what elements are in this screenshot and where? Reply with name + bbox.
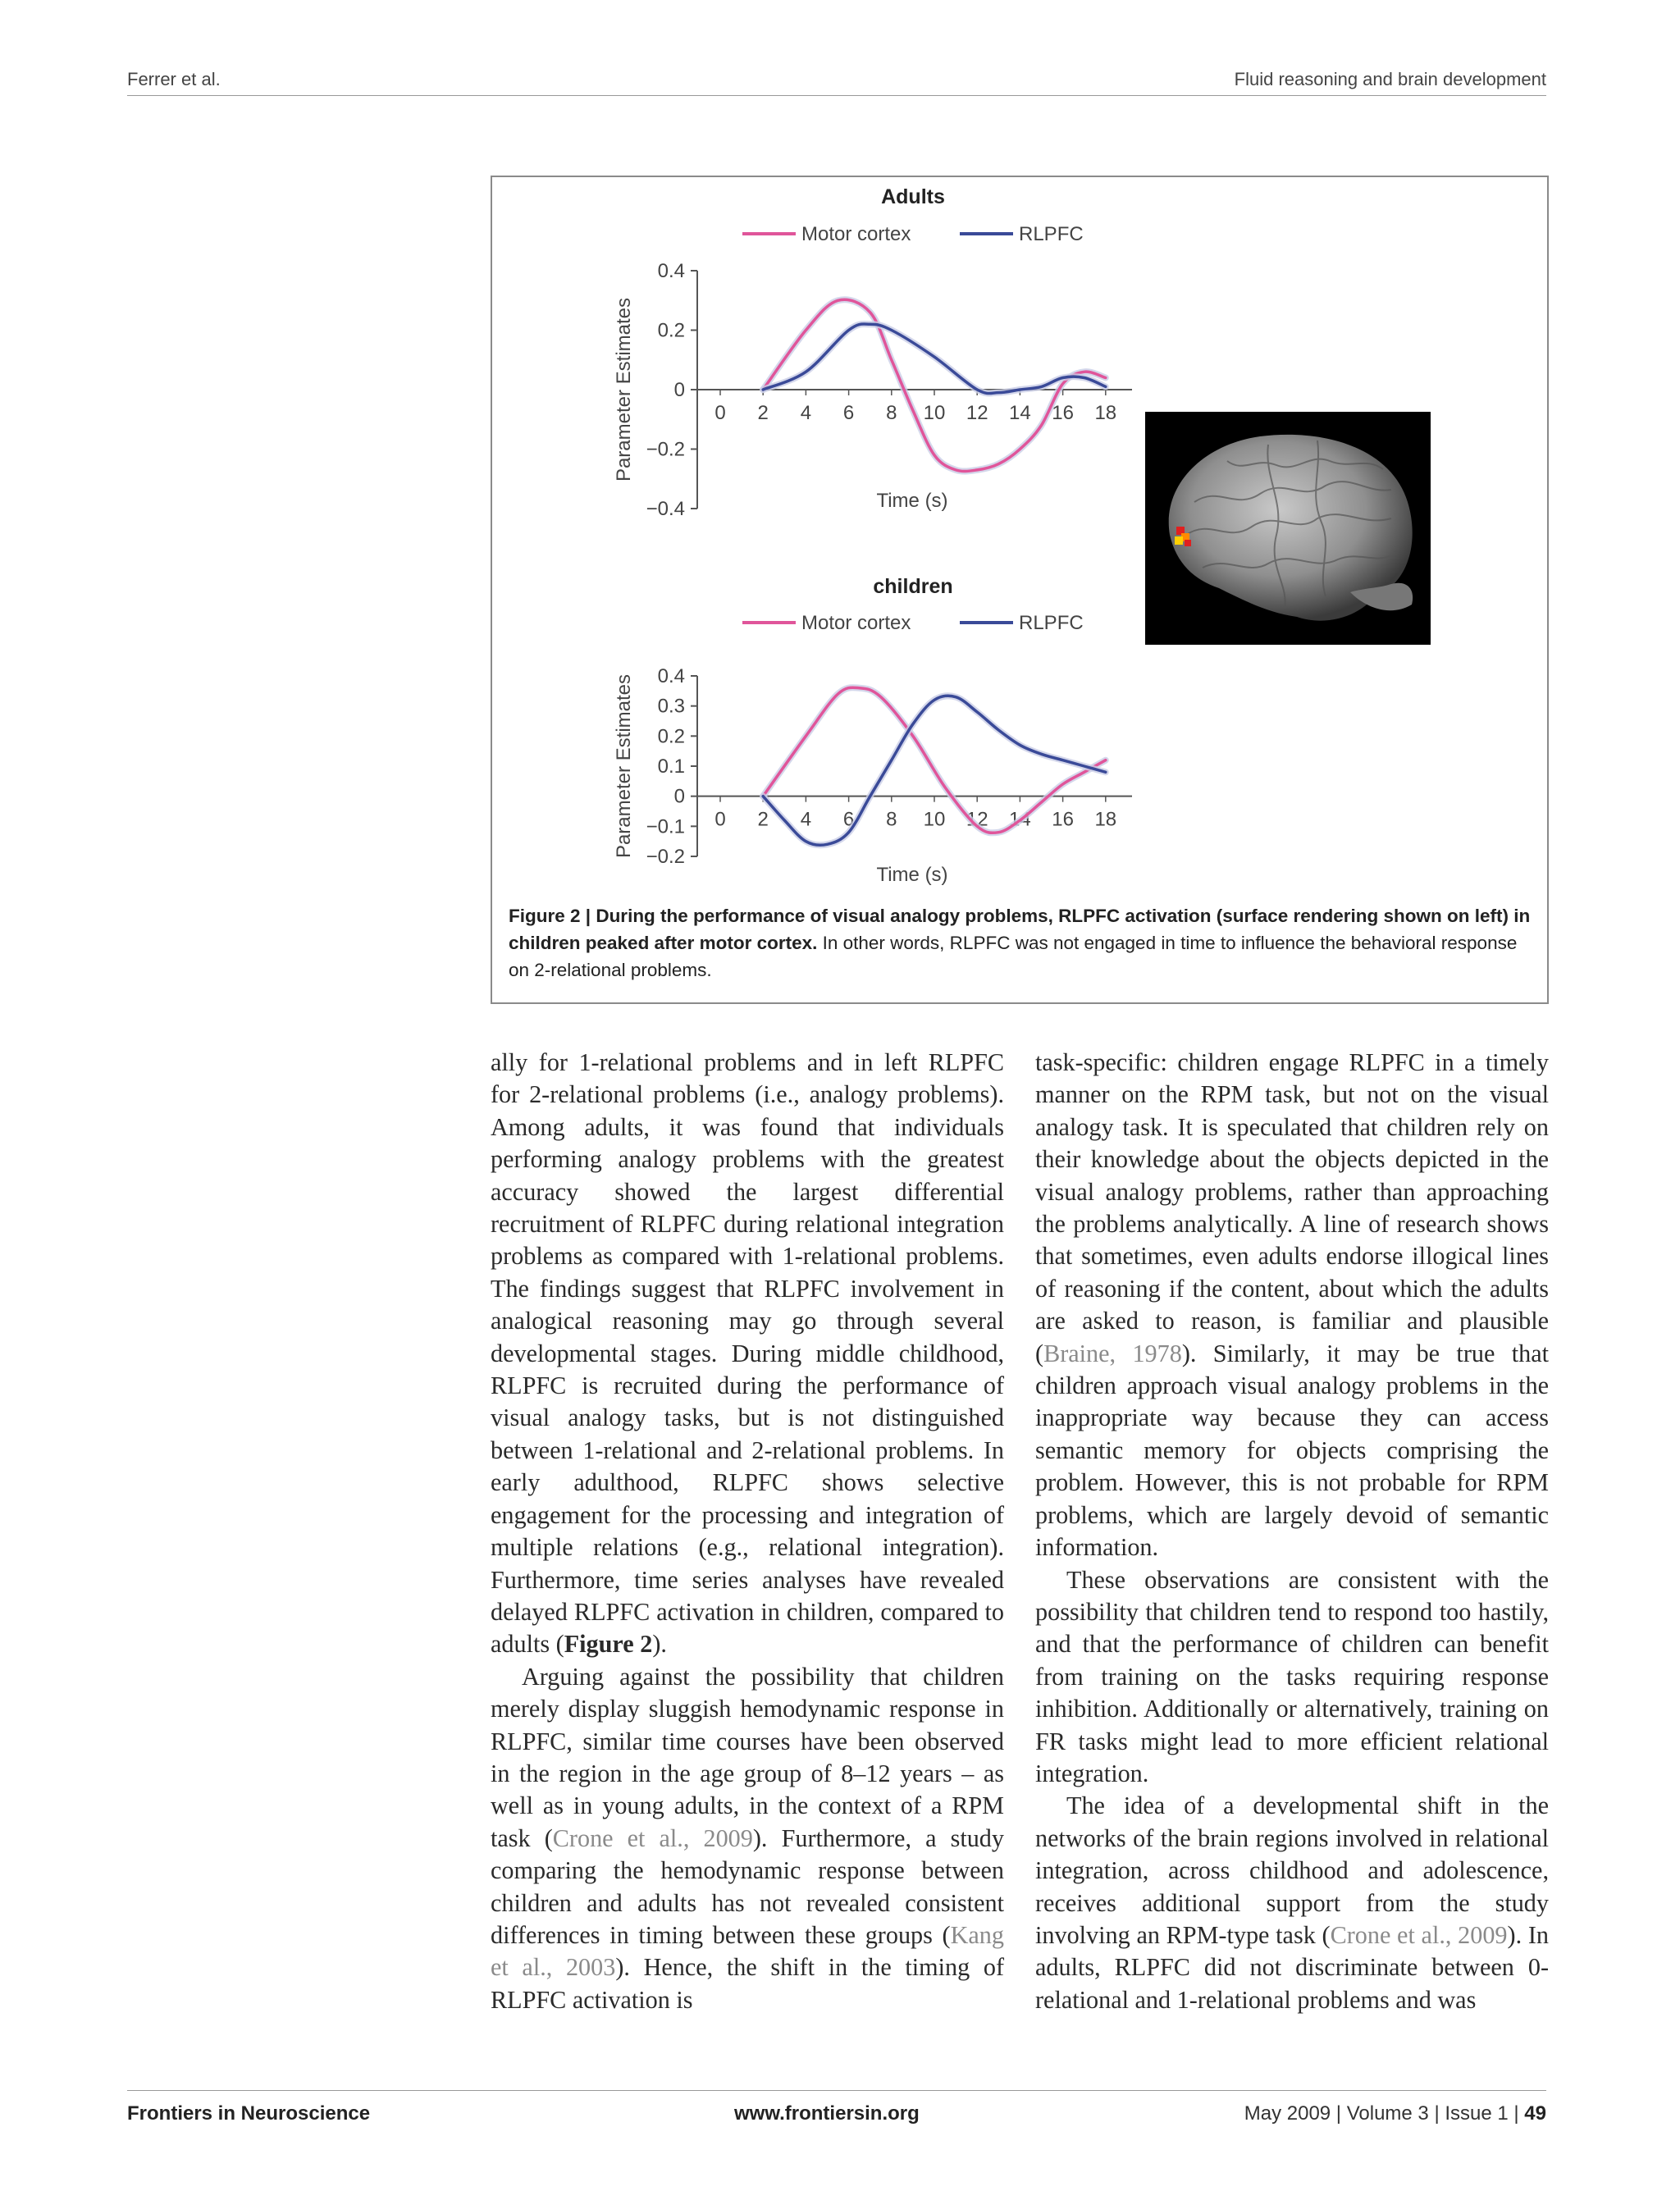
paragraph bbox=[1035, 1564, 1549, 1791]
citation-link[interactable]: Crone et al., 2009 bbox=[552, 1823, 753, 1852]
x-tick-label: 2 bbox=[757, 402, 769, 424]
chart-title: Adults bbox=[881, 185, 945, 208]
brain-icon bbox=[1145, 412, 1431, 645]
footer-journal: Frontiers in Neuroscience bbox=[127, 2102, 371, 2125]
paragraph bbox=[1035, 1047, 1549, 1564]
footer-issue-info bbox=[1244, 2102, 1546, 2125]
paragraph bbox=[491, 1047, 1004, 1661]
text-run: ). bbox=[652, 1630, 667, 1659]
x-tick-label: 12 bbox=[966, 402, 988, 424]
footer-url: www.frontiersin.org bbox=[734, 2102, 920, 2125]
x-tick-label: 10 bbox=[923, 402, 946, 424]
x-tick-label: 18 bbox=[1094, 402, 1117, 424]
caption-label: Figure 2 | During the performance of visual analogy problems, RLPFC activation (surface rendering shown on left) in children peaked after motor cortex. bbox=[509, 906, 1531, 953]
text-run: ). Hence, the shift in the timing of RLPFC activation is bbox=[491, 1953, 1004, 2014]
y-tick-label: 0.2 bbox=[657, 725, 685, 748]
y-tick-label: −0.1 bbox=[646, 815, 685, 838]
y-tick-label: 0.4 bbox=[657, 260, 685, 282]
brain-surface-rendering bbox=[1145, 412, 1431, 645]
y-tick-label: −0.2 bbox=[646, 438, 685, 461]
chart-adults bbox=[613, 185, 1132, 520]
text-run: ). In adults, RLPFC did not discriminate between 0-relational and 1-relational problems and was bbox=[1035, 1920, 1549, 2014]
x-tick-label: 0 bbox=[714, 402, 726, 424]
legend-entry: RLPFC bbox=[1019, 223, 1084, 245]
text-run: ). Furthermore, a study comparing the hemodynamic response between children and adults has not revealed consistent differences in timing between these groups ( bbox=[491, 1823, 1004, 1949]
x-axis-label: Time (s) bbox=[876, 864, 948, 886]
x-axis-label: Time (s) bbox=[876, 490, 948, 512]
y-tick-label: 0.1 bbox=[657, 755, 685, 778]
text-run: ). Similarly, it may be true that children approach visual analogy problems in the inappropriate way because they can access semantic memory for objects comprising the problem. However, this is not probable for RPM problems, which are largely devoid of semantic information. bbox=[1035, 1339, 1549, 1562]
x-tick-label: 2 bbox=[757, 808, 769, 831]
y-tick-label: 0.3 bbox=[657, 695, 685, 718]
y-tick-label: 0 bbox=[673, 785, 685, 808]
y-tick-label: 0.2 bbox=[657, 319, 685, 342]
x-tick-label: 8 bbox=[886, 402, 897, 424]
y-tick-label: 0 bbox=[673, 379, 685, 401]
series-shadow bbox=[763, 299, 1106, 471]
legend-entry: Motor cortex bbox=[801, 612, 911, 634]
page-footer bbox=[127, 2090, 1546, 2124]
x-tick-label: 16 bbox=[1052, 808, 1074, 831]
body-column-left bbox=[491, 1047, 1004, 2016]
text-run: task-specific: children engage RLPFC in a timely manner on the RPM task, but not on the visual analogy task. It is speculated that children rely on their knowledge about the objects depicted in the visual analogy problems, rather than approaching the problems analytically. A line of research shows that sometimes, even adults endorse illogical lines of reasoning if the content, about which the adults are asked to reason, is familiar and plausible ( bbox=[1035, 1048, 1549, 1367]
x-tick-label: 0 bbox=[714, 808, 726, 831]
x-tick-label: 18 bbox=[1094, 808, 1117, 831]
x-tick-label: 14 bbox=[1009, 402, 1031, 424]
caption-text: In other words, RLPFC was not engaged in time to influence the behavioral response on 2-relational problems. bbox=[509, 933, 1518, 980]
legend-entry: Motor cortex bbox=[801, 223, 911, 245]
figure-caption bbox=[509, 902, 1534, 984]
x-tick-label: 14 bbox=[1009, 808, 1031, 831]
footer-issue-text: May 2009 | Volume 3 | Issue 1 | bbox=[1244, 2102, 1525, 2125]
paragraph bbox=[491, 1661, 1004, 2016]
series-shadow bbox=[763, 324, 1106, 394]
chart-children bbox=[613, 575, 1132, 886]
text-run: The idea of a developmental shift in the networks of the brain regions involved in relational integration, across childhood and adolescence, receives additional support from the study involving an RPM-type task ( bbox=[1035, 1791, 1549, 1949]
y-tick-label: −0.4 bbox=[646, 498, 685, 520]
text-run: These observations are consistent with the possibility that children tend to respond too hastily, and that the performance of children can benefit from training on the tasks requiring response inhibition. Additionally or alternatively, training on FR tasks might lead to more efficient relational integration. bbox=[1035, 1565, 1549, 1787]
text-run: Arguing against the possibility that children merely display sluggish hemodynamic response in RLPFC, similar time courses have been observed in the region in the age group of 8–12 years – as well as in young adults, in the context of a RPM task ( bbox=[491, 1662, 1004, 1852]
citation-link[interactable]: Kang et al., 2003 bbox=[491, 1920, 1004, 1982]
x-tick-label: 16 bbox=[1052, 402, 1074, 424]
y-axis-label: Parameter Estimates bbox=[613, 673, 635, 859]
figure-reference: Figure 2 bbox=[564, 1630, 653, 1659]
footer-page-number: 49 bbox=[1524, 2102, 1546, 2125]
y-tick-label: −0.2 bbox=[646, 846, 685, 868]
x-tick-label: 12 bbox=[966, 808, 988, 831]
text-run: ally for 1-relational problems and in left RLPFC for 2-relational problems (i.e., analogy problems). Among adults, it was found that individuals performing analogy problems with the greatest accuracy showed the largest differential recruitment of RLPFC during relational integration problems as compared with 1-relational problems. The findings suggest that RLPFC involvement in analogical reasoning may go through several developmental stages. During middle childhood, RLPFC is recruited during the performance of visual analogy tasks, but is not distinguished between 1-relational and 2-relational problems. In early adulthood, RLPFC shows selective engagement for the processing and integration of multiple relations (e.g., relational integration). Furthermore, time series analyses have revealed delayed RLPFC activation in children, compared to adults ( bbox=[491, 1048, 1004, 1659]
x-tick-label: 8 bbox=[886, 808, 897, 831]
y-tick-label: 0.4 bbox=[657, 665, 685, 687]
running-head-authors: Ferrer et al. bbox=[127, 69, 221, 89]
body-column-right bbox=[1035, 1047, 1549, 2016]
x-tick-label: 6 bbox=[842, 808, 855, 831]
chart-title: children bbox=[873, 575, 953, 598]
x-tick-label: 6 bbox=[842, 402, 855, 424]
citation-link[interactable]: Crone et al., 2009 bbox=[1330, 1920, 1508, 1949]
x-tick-label: 4 bbox=[800, 808, 812, 831]
citation-link[interactable]: Braine, 1978 bbox=[1043, 1339, 1182, 1367]
y-axis-label: Parameter Estimates bbox=[613, 297, 635, 482]
running-head-title: Fluid reasoning and brain development bbox=[1234, 69, 1546, 89]
legend-entry: RLPFC bbox=[1019, 612, 1084, 634]
x-tick-label: 10 bbox=[923, 808, 946, 831]
paragraph bbox=[1035, 1790, 1549, 2016]
series-line-motor-cortex bbox=[763, 299, 1106, 471]
x-tick-label: 4 bbox=[800, 402, 812, 424]
